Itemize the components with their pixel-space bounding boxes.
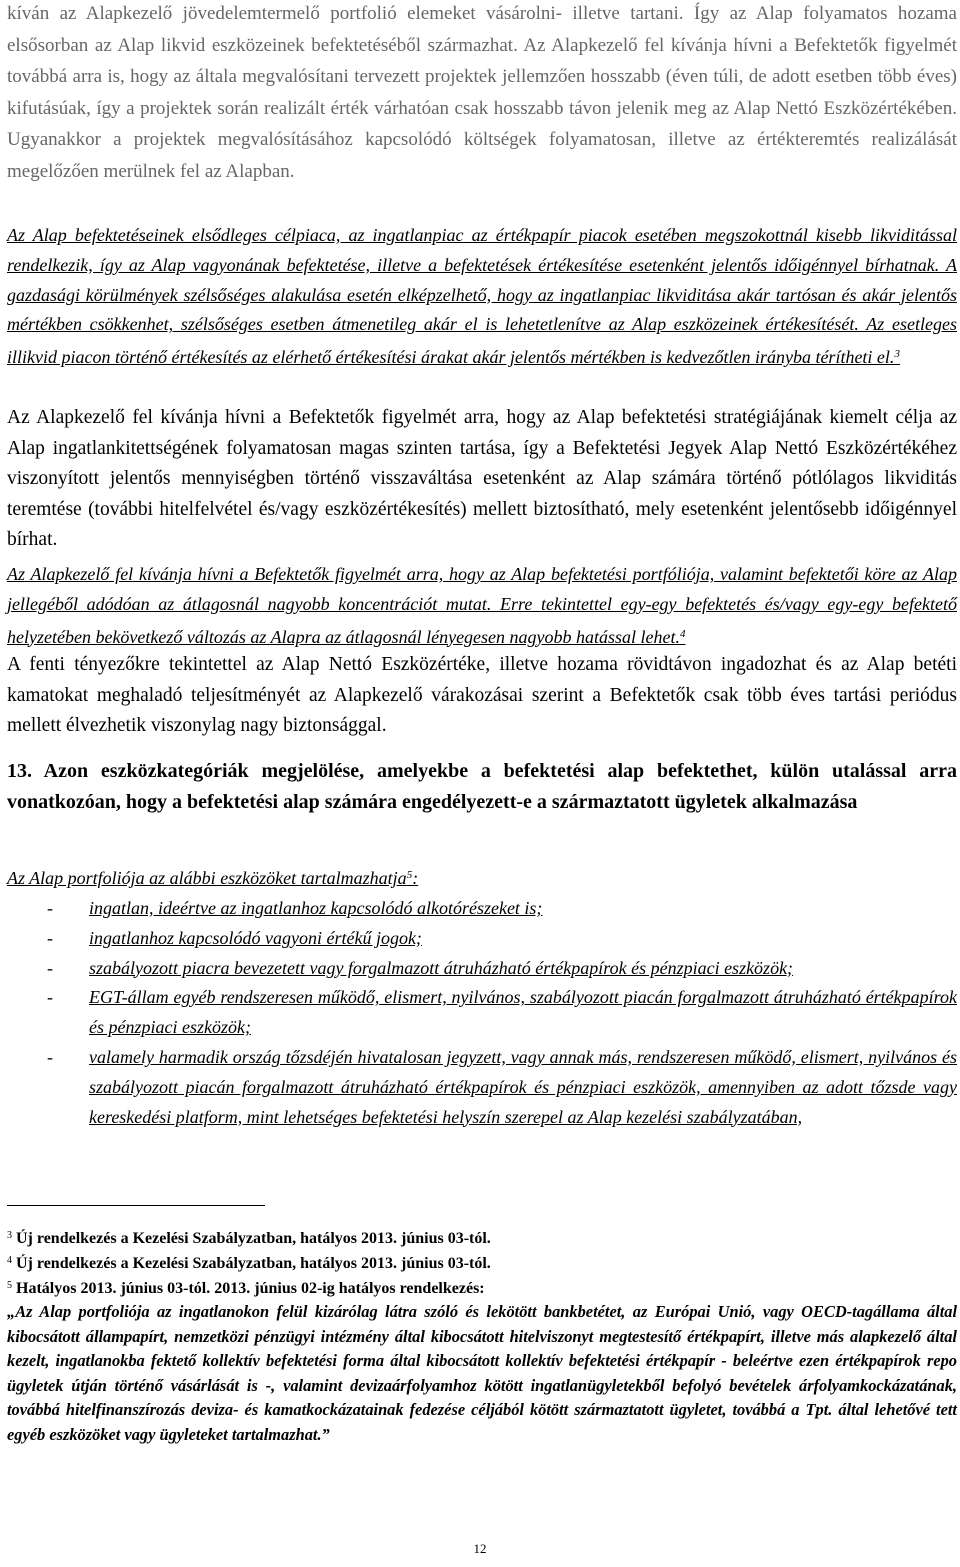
footnote-ref-4: 4 <box>680 627 686 640</box>
footnote-ref-3: 3 <box>894 348 900 361</box>
section-13-heading: 13. Azon eszközkategóriák megjelölése, amelyekbe a befektetési alap befektethet, külön utalással arra vonatkozóan, hogy a befektetési alap számára engedélyezett-e a származtatott ügyletek alkalmazása <box>7 760 957 813</box>
paragraph-redemption: Az Alapkezelő fel kívánja hívni a Befektetők figyelmét arra, hogy az Alap befektetési stratégiájának kiemelt célja az Alap ingatlankitettségének folyamatosan magas szinten tartása, így a Befektetési Jegyek Alap Nettó Eszközértékéhez viszonyított jelentős mennyiségben történő visszaváltása esetenként az Alap számára történő pótlólagos likviditás teremtése (további hitelfelvétel és/vagy eszközértékesítés) mellett biztosítható, mely esetenként jelentősebb időigénnyel bírhat. <box>7 407 957 551</box>
paragraph-portfolio-yield: kíván az Alapkezelő jövedelemtermelő portfolió elemeket vásárolni- illetve tartani. Így az Alap folyamatos hozama elsősorban az Alap likvid eszközeinek befektetéséből származhat. Az Alapkezelő fel kívánja hívni a Befektetők figyelmét továbbá arra is, hogy az általa megvalósítani tervezett projektek jellemzően hosszabb (éven túli, de adott esetben több éves) kifutásúak, így a projektek során realizált érték várhatóan csak hosszabb távon jelenik meg az Alap Nettó Eszközértékében. Ugyanakkor a projektek megvalósításához kapcsolódó költségek folyamatosan, illetve az értékteremtés realizálását megelőzően merülnek fel az Alapban. <box>7 3 957 182</box>
footnote-3: $^3$ Új rendelkezés a Kezelési Szabályzatban, hatályos 2013. június 03-tól. <box>7 1230 491 1247</box>
asset-list <box>7 894 957 1132</box>
list-item: - EGT-állam egyéb rendszeresen működő, elismert, nyilvános, szabályozott piacán forgalmazott átruházható értékpapírok és pénzpiaci eszközök; <box>47 987 957 1038</box>
page-number: 12 <box>473 1541 487 1556</box>
asset-list-intro: Az Alap portfoliója az alábbi eszközöket tartalmazhatja$^5$: <box>7 868 419 888</box>
footnote-5: $^5$ Hatályos 2013. június 03-tól. 2013. június 02-ig hatályos rendelkezés: <box>7 1280 485 1297</box>
footnote-5-quote: „Az Alap portfoliója az ingatlanokon felül kizárólag látra szóló és lekötött bankbetétet, az Európai Unió, vagy OECD-tagállama által kibocsátott állampapírt, nemzetközi pénzügyi intézmény által kibocsátott hitelviszonyt megtestesítő értékpapírt, illetve más alapkezelő által kezelt, ingatlanokba fektető kollektív befektetési forma által kibocsátott kollektív befektetési értékpapír - beleértve ezen értékpapírok repo ügyletek útján történő vásárlását is -, valamint devizaárfolyamhoz kötött ingatlanügyletekből befolyó bevételek árfolyamkockázatának, továbbá hitelfinanszírozás deviza- és kamatkockázatainak fedezése céljából kötött származtatott ügyletet, továbbá a Tpt. által lehetővé tett egyéb eszközöket vagy ügyleteket tartalmazhat.” <box>7 1302 957 1444</box>
paragraph-volatility: A fenti tényezőkre tekintettel az Alap Nettó Eszközértéke, illetve hozama rövidtávon ingadozhat és az Alap betéti kamatokat meghaladó teljesítményét az Alapkezelő várakozásai szerint a Befektetők csak több éves tartási periódus mellett élvezhetik viszonylag nagy biztonsággal. <box>7 654 957 737</box>
list-item: - ingatlan, ideértve az ingatlanhoz kapcsolódó alkotórészeket is; <box>47 898 543 918</box>
paragraph-liquidity-risk: Az Alap befektetéseinek elsődleges célpiaca, az ingatlanpiac az értékpapír piacok esetében megszokottnál kisebb likviditással rendelkezik, így az Alap vagyonának befektetése, illetve a befektetések értékesítése esetenként jelentős időigénnyel bírhatnak. A gazdasági körülmények szélsőséges alakulása esetén elképzelhető, hogy az ingatlanpiac likviditása akár tartósan és akár jelentős mértékben csökkenhet, szélsőséges esetben átmenetileg akár el is lehetetlenítve az Alap eszközeinek értékesítését. Az esetleges illikvid piacon történő értékesítés az elérhető értékesítési árakat akár jelentős mértékben is kedvezőtlen irányba térítheti el.$^3$ <box>7 225 957 368</box>
footnote-ref-5: 5 <box>406 869 413 881</box>
list-item: - valamely harmadik ország tőzsdéjén hivatalosan jegyzett, vagy annak más, rendszeresen működő, elismert, nyilvános és szabályozott piacán forgalmazott átruházható értékpapírok és pénzpiaci eszközök, amennyiben az adott tőzsde vagy kereskedési platform, mint lehetséges befektetési helyszín szerepel az Alap kezelési szabályzatában, <box>47 1046 957 1127</box>
footnote-separator <box>7 1205 265 1206</box>
paragraph-concentration: Az Alapkezelő fel kívánja hívni a Befektetők figyelmét arra, hogy az Alap befektetési portfóliója, valamint befektetői köre az Alap jellegéből adódóan az átlagosnál nagyobb koncentrációt mutat. Erre tekintettel egy-egy befektetés és/vagy egy-egy befektető helyzetében bekövetkező változás az Alapra az átlagosnál lényegesen nagyobb hatással lehet.$^4$ <box>7 564 957 647</box>
footnote-4: $^4$ Új rendelkezés a Kezelési Szabályzatban, hatályos 2013. június 03-tól. <box>7 1255 491 1272</box>
list-item: - ingatlanhoz kapcsolódó vagyoni értékű jogok; <box>47 927 422 948</box>
list-item: - szabályozott piacra bevezetett vagy forgalmazott átruházható értékpapírok és pénzpiaci eszközök; <box>47 957 794 978</box>
